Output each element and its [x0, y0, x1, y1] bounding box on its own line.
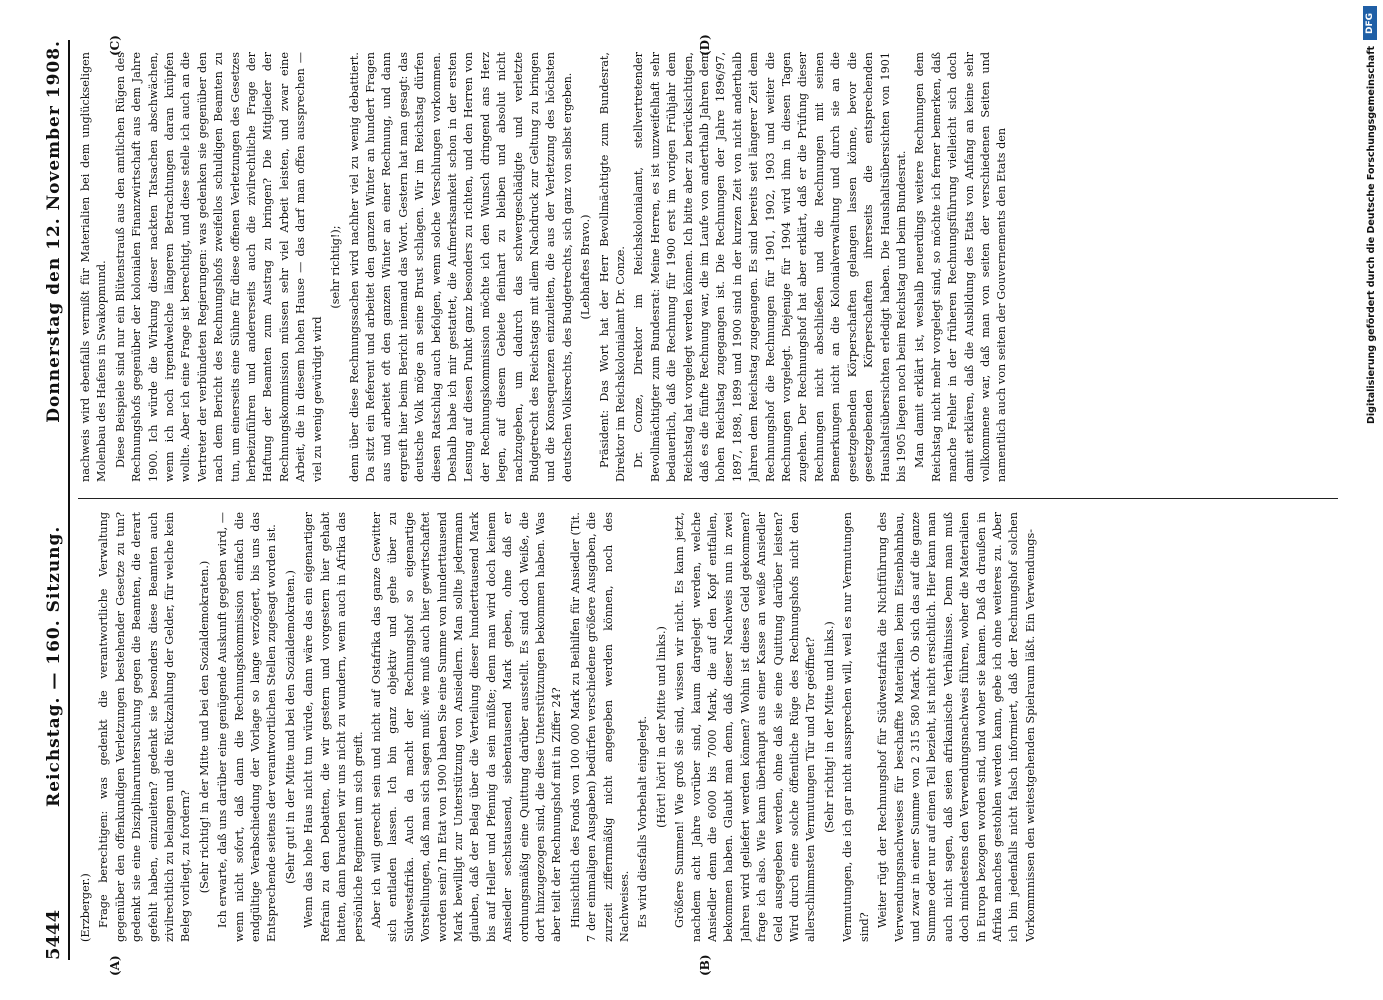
paragraph: Frage berechtigen: was gedenkt die verantwortliche Verwaltung gegenüber den offenkundigen Verletzungen bestehender Gesetze zu tun? gedenkt sie eine Disziplinaruntersuchung gegen die Beamten, die derart gefehlt haben, einzuleiten? gedenkt sie besonders diese Beamten auch zivilrechtlich zu belangen und die Rückzahlung der Gelder, für welche kein Beleg vorliegt, zu fordern? [97, 512, 193, 942]
session-date: Donnerstag den 12. November 1908. [44, 40, 64, 423]
paragraph: Größere Summen! Wie groß sie sind, wissen wir nicht. Es kann jetzt, nachdem acht Jahre vorüber sind, kaum dargelegt werden, welche Ansiedler denn die 6000 bis 7000 Mark, die auf den Kopf entfallen, bekommen haben. Glaubt man denn, daß dieser Nachweis nun in zwei Jahren wird geliefert werden können? Wohin ist dieses Geld gekommen? frage ich also. Wie kann überhaupt aus einer Kasse an weiße Ansiedler Geld ausgegeben werden, ohne daß sie eine Quittung darüber leisten? Wird durch eine solche öffentliche Rüge des Rechnungshofs nicht den allerschlimmsten Vermutungen Tür und Tor geöffnet? [673, 512, 818, 942]
paragraph: denn über diese Rechnungssachen wird nachher viel zu wenig debattiert. Da sitzt ein Referent und arbeitet den ganzen Winter an hundert Fragen aus und arbeitet oft den ganzen Winter an einer Rechnung, und dann ergreift hier beim Bericht niemand das Wort. Gestern hat man gesagt: das deutsche Volk möge an seine Brust schlagen. Wir im Reichstag dürfen diesen Ratschlag auch befolgen, wenn solche Verschlungen vorkommen. Deshalb habe ich mir gestattet, die Aufmerksamkeit schon in der ersten Lesung auf diesen Punkt ganz besonders zu richten, und den Herren von der Rechnungskommission möchte ich den Wunsch dringend ans Herz legen, auf diesem Gebiete fleinhart zu bleiben und absolut nicht nachzugeben, um dadurch das schwergeschädigte und verletzte Budgetrecht des Reichstags mit allem Nachdruck zur Geltung zu bringen und die Konsequenzen einzuleiten, die aus der Verletzung des höchsten deutschen Volksrechts, des Budgetrechts, sich ganz von selbst ergeben. [347, 52, 574, 482]
president-statement: Präsident: Das Wort hat der Herr Bevollmächtigte zum Bundesrat, Direktor im Reichskolonialamt Dr. Conze. [597, 52, 627, 482]
interjection: (Sehr richtig! in der Mitte und bei den Sozialdemokraten.) [197, 560, 211, 894]
page-header [30, 40, 70, 960]
column-divider [78, 498, 1338, 499]
paragraph: Aber ich will gerecht sein und nicht auf Ostafrika das ganze Gewitter sich entladen lassen. Ich bin ganz objektiv und gehe über zu Südwestafrika. Auch da macht der Rechnungshof so eigenartige Vorstellungen, daß man sich sagen muß: wie muß auch hier gewirtschaftet worden sein? Im Etat von 1900 haben Sie eine Summe von hunderttausend Mark bewilligt zur Unterstützung von Ansiedlern. Man sollte jedermann glauben, daß der Belag über die Verteilung dieser hunderttausend Mark bis auf Heller und Pfennig da sein müßte; denn man wird doch keinem Ansiedler sechstausend, siebentausend Mark geben, ohne daß er ordnungsmäßig eine Quittung darüber ausstellt. Es sind doch Weiße, die dort hinzugezogen sind, die diese Unterstützungen bekommen haben. Was aber teilt der Rechnungshof mit in Ziffer 24? [369, 512, 564, 942]
paragraph: Vermutungen, die ich gar nicht aussprechen will, weil es nur Vermutungen sind? [841, 512, 871, 942]
dfg-sidebar [1359, 0, 1381, 1000]
paragraph: Man damit erklärt ist, weshalb neuerdings weitere Rechnungen dem Reichstag nicht mehr vorgelegt sind, so möchte ich ferner bemerken, daß manche Fehler in der früheren Rechnungsführung vielleicht sich doch damit erklären, daß die Ausbildung des Etats von Anfang an keine sehr vollkommene war, daß man von seiten der verschiedenen Seiten und namentlich auch von seiten der Gouvernements den Etats den [913, 52, 1009, 482]
margin-mark-a: (A) [108, 955, 122, 976]
paragraph: Weiter rügt der Rechnungshof für Südwestafrika die Nichtführung des Verwendungsnachweises für beschaffte Materialien beim Eisenbahnbau, und zwar in einer Summe von 2 315 580 Mark. Ob sich das auf die ganze Summe oder nur auf einen Teil bezieht, ist nicht ersichtlich. Hier kann man auch nicht sagen, daß seien afrikanische Verhältnisse. Denn man muß doch mindestens den Verwendungsnachweis führen, woher die Materialien in Europa bezogen worden sind, und woher sie kamen. Daß da draußen in Afrika manches gestohlen werden kann, gebe ich ohne weiteres zu. Aber ich bin jedenfalls nicht falsch informiert, daß der Rechnungshof solchen Vorkommnissen den weitestgehenden Spielraum läßt. Ein Verwendungs- [876, 512, 1037, 942]
margin-mark-d: (D) [698, 34, 712, 56]
paragraph: nachweis wird ebenfalls vermißt für Materialien bei dem unglückseligen Molenbau des Hafens in Swakopmund. [79, 52, 109, 482]
page-number: 5444 [43, 909, 64, 960]
session-title: Reichstag. — 160. Sitzung. [44, 525, 64, 807]
document-page [30, 34, 1360, 976]
speaker-tag: (Erzberger.) [79, 873, 92, 942]
margin-mark-b: (B) [698, 954, 712, 976]
interjection: (Sehr richtig! in der Mitte und links.) [822, 621, 836, 833]
quote-paragraph: Hinsichtlich des Fonds von 100 000 Mark zu Beihilfen für Ansiedler (Tit. 7 der einmaligen Ausgaben) bedürfen verschiedene größere Ausgaben, die zurzeit ziffernmäßig nicht angegeben werden können, noch des Nachweises. [568, 512, 631, 942]
paragraph: Dr. Conze, Direktor im Reichskolonialamt, stellvertretender Bevollmächtigter zum Bundesrat: Meine Herren, es ist unzweifelhaft sehr bedauerlich, daß die Rechnung für 1900 erst im vorigen Frühjahr dem Reichstag hat vorgelegt werden können. Ich bitte aber zu berücksichtigen, daß es die fünfte Rechnung war, die im Laufe von anderthalb Jahren dem hohen Reichstag zugegangen ist. Die Rechnungen der Jahre 1896/97, 1897, 1898, 1899 und 1900 sind in der kurzen Zeit von nicht anderthalb Jahren dem Reichstag zugegangen. Es sind bereits seit längerer Zeit dem Rechnungshof die Rechnungen für 1901, 1902, 1903 und weiter die Rechnungen vorgelegt. Diejenige für 1904 wird ihm in diesen Tagen zugehen. Der Rechnungshof hat aber erklärt, daß er die Prüfung dieser Rechnungen nicht abschließen und die Rechnungen mit seinen Bemerkungen nicht an die Kolonialverwaltung und durch sie an die gesetzgebenden Körperschaften gelangen lassen könne, bevor die gesetzgebenden Körperschaften ihrerseits die entsprechenden Haushaltsübersichten erledigt haben. Die Haushaltsübersichten von 1901 bis 1905 liegen noch beim Reichstag und beim Bundesrat. [632, 52, 908, 482]
left-column [78, 512, 1338, 942]
interjection: (Sehr gut! in der Mitte und bei den Sozialdemokraten.) [283, 570, 297, 884]
quote-paragraph: Es wird diesfalls Vorbehalt eingelegt. [636, 715, 650, 928]
margin-mark-c: (C) [108, 35, 122, 56]
interjection: (Hört! hört! in der Mitte und links.) [654, 626, 668, 828]
paragraph: Ich erwarte, daß uns darüber eine genügende Auskunft gegeben wird, — wenn nicht sofort, daß dann die Rechnungskommission einfach die endgültige Verabschiedung der Vorlage so lange verzögert, bis uns das Entsprechende seitens der verantwortlichen Stellen zugesagt worden ist. [216, 512, 279, 942]
dfg-credit: Digitalisierung gefördert durch die Deutsche Forschungsgemeinschaft [1366, 46, 1377, 424]
paragraph: Diese Beispiele sind nur ein Blütenstrauß aus den amtlichen Rügen des Rechnungshofs gegenüber der kolonialen Finanzwirtschaft aus dem Jahre 1900. Ich würde die Wirkung dieser nackten Tatsachen abschwächen, wenn ich noch irgendwelche längeren Betrachtungen daran knüpfen wollte. Aber ich eine Frage ist berechtigt, und diese stelle ich auch an die Vertreter der verbündeten Regierungen: was gedenken sie gegenüber den nach dem Bericht des Rechnungshofs zweifellos schuldigen Beamten zu tun, um einerseits eine Sühne für diese offenen Verletzungen des Gesetzes herbeizuführen und andererseits auch die zivilrechtliche Frage der Haftung der Beamten zum Austrag zu bringen? Die Mitglieder der Rechnungskommission müssen sehr viel Arbeit leisten, und zwar eine Arbeit, die in diesem hohen Hause — das darf man offen aussprechen — viel zu wenig gewürdigt wird [113, 52, 324, 482]
dfg-logo: DFG [1363, 6, 1377, 40]
text-columns [78, 34, 1348, 976]
interjection: (sehr richtig!); [329, 225, 343, 309]
right-column [78, 52, 1338, 482]
interjection: (Lebhaftes Bravo.) [579, 214, 593, 320]
paragraph: Wenn das hohe Haus nicht tun würde, dann wäre das ein eigenartiger Refrain zu den Debatten, die wir gestern und vorgestern hier gehabt hatten, dann brauchen wir uns nicht zu wundern, wenn auch in Afrika das persönliche Regiment um sich greift. [302, 512, 365, 942]
